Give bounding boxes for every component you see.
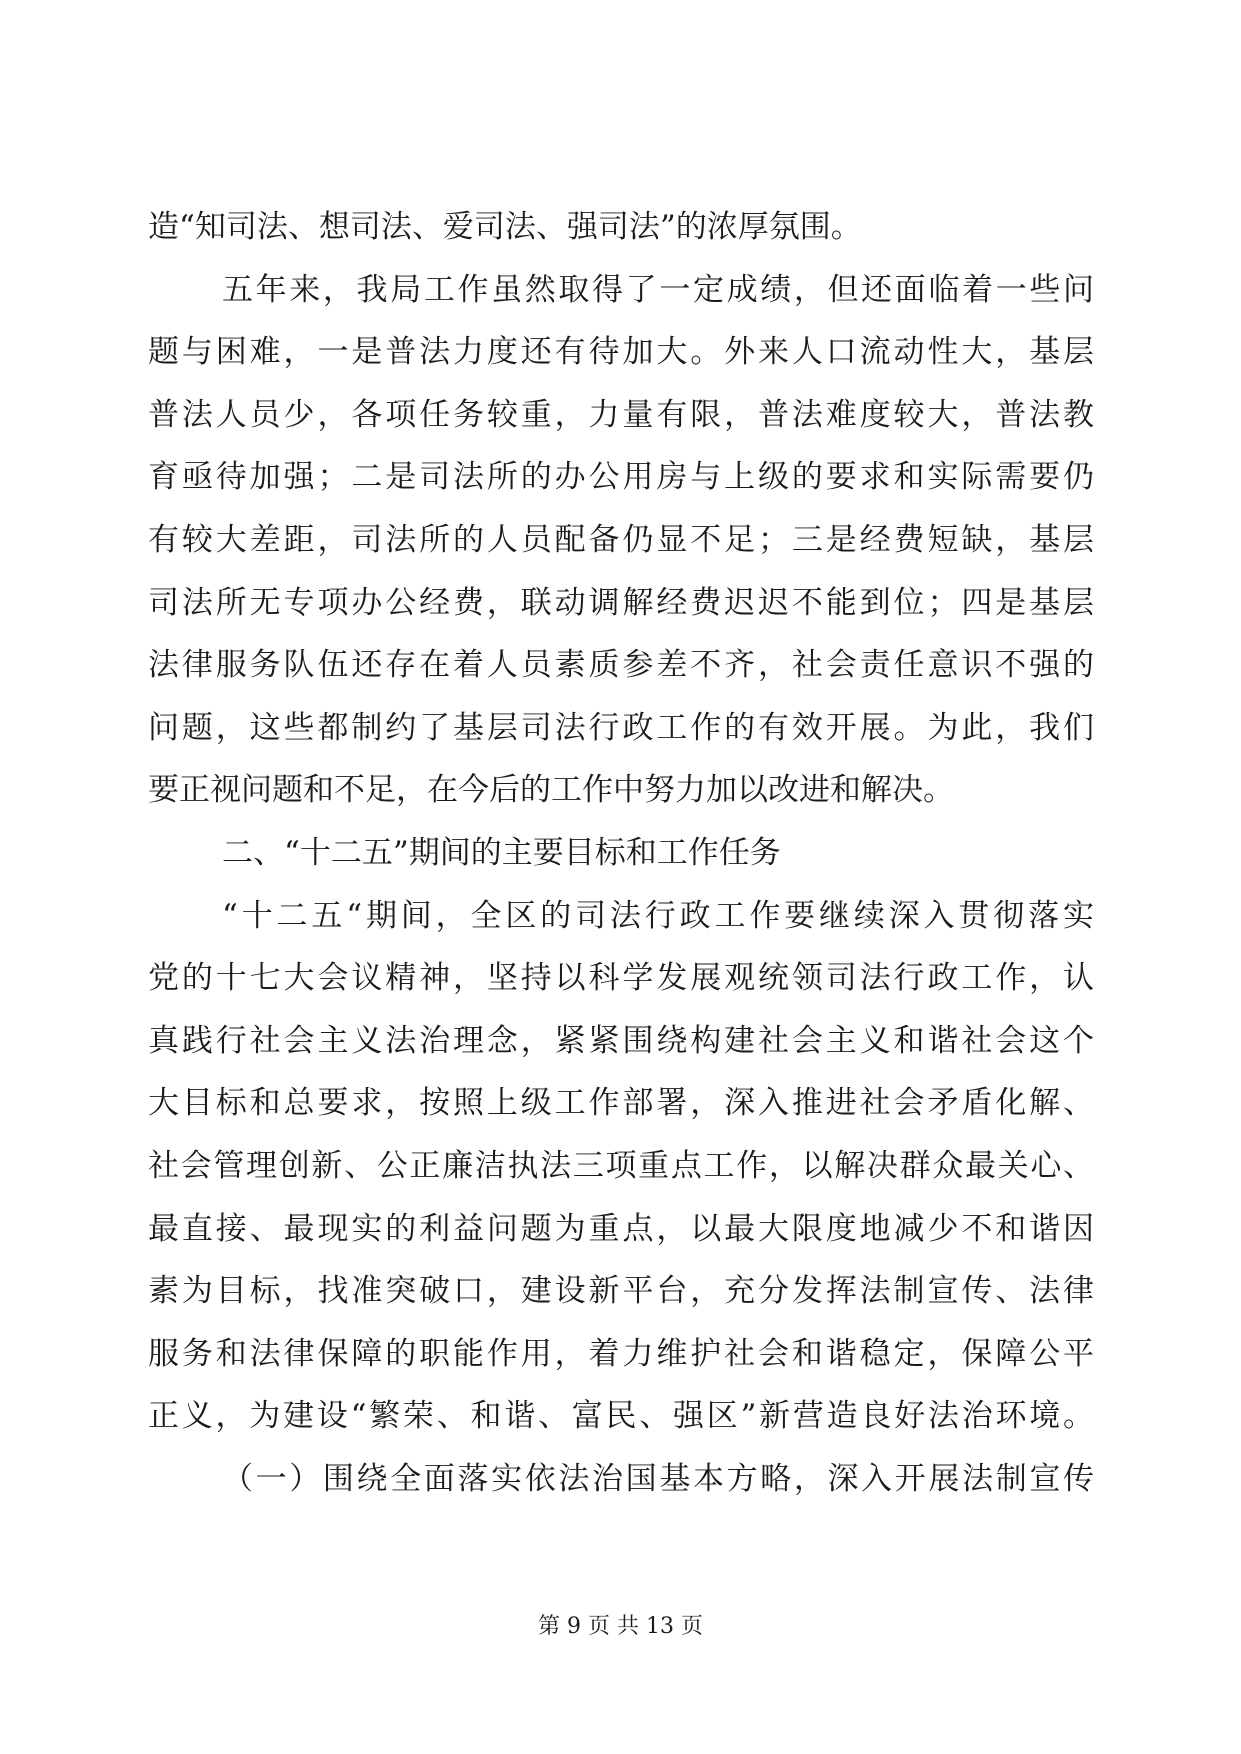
paragraph-start-line: “十二五“期间，全区的司法行政工作要继续深入贯彻落实 [222, 897, 1094, 934]
text-line: 有较大差距，司法所的人员配备仍显不足；三是经费短缺，基层 [148, 521, 1094, 558]
text-line: 社会管理创新、公正廉洁执法三项重点工作，以解决群众最关心、 [148, 1147, 1094, 1184]
page-number-footer: 第 9 页 共 13 页 [538, 1614, 703, 1639]
text-line: 大目标和总要求，按照上级工作部署，深入推进社会矛盾化解、 [148, 1085, 1094, 1122]
text-line: 题与困难，一是普法力度还有待加大。外来人口流动性大，基层 [148, 334, 1094, 371]
text-line: 真践行社会主义法治理念，紧紧围绕构建社会主义和谐社会这个 [148, 1022, 1094, 1059]
text-line: 造“知司法、想司法、爱司法、强司法”的浓厚氛围。 [148, 209, 862, 245]
text-line: 正义，为建设“繁荣、和谐、富民、强区”新营造良好法治环境。 [148, 1398, 1094, 1435]
text-line: 最直接、最现实的利益问题为重点，以最大限度地减少不和谐因 [148, 1210, 1094, 1247]
section-heading: 二、“十二五”期间的主要目标和工作任务 [222, 834, 781, 871]
text-line: 素为目标，找准突破口，建设新平台，充分发挥法制宣传、法律 [148, 1273, 1094, 1310]
text-line: 服务和法律保障的职能作用，着力维护社会和谐稳定，保障公平 [148, 1335, 1094, 1372]
paragraph-start-line: 五年来，我局工作虽然取得了一定成绩，但还面临着一些问 [222, 271, 1094, 308]
subsection-heading: （一）围绕全面落实依法治国基本方略，深入开展法制宣传 [222, 1460, 1094, 1497]
text-line: 法律服务队伍还存在着人员素质参差不齐，社会责任意识不强的 [148, 647, 1094, 684]
text-line: 党的十七大会议精神，坚持以科学发展观统领司法行政工作，认 [148, 960, 1094, 997]
text-line: 司法所无专项办公经费，联动调解经费迟迟不能到位；四是基层 [148, 584, 1094, 621]
text-line: 要正视问题和不足，在今后的工作中努力加以改进和解决。 [148, 772, 954, 809]
text-line: 问题，这些都制约了基层司法行政工作的有效开展。为此，我们 [148, 709, 1094, 746]
text-line: 育亟待加强；二是司法所的办公用房与上级的要求和实际需要仍 [148, 459, 1094, 496]
text-line: 普法人员少，各项任务较重，力量有限，普法难度较大，普法教 [148, 396, 1094, 433]
body-text [148, 196, 1094, 1510]
